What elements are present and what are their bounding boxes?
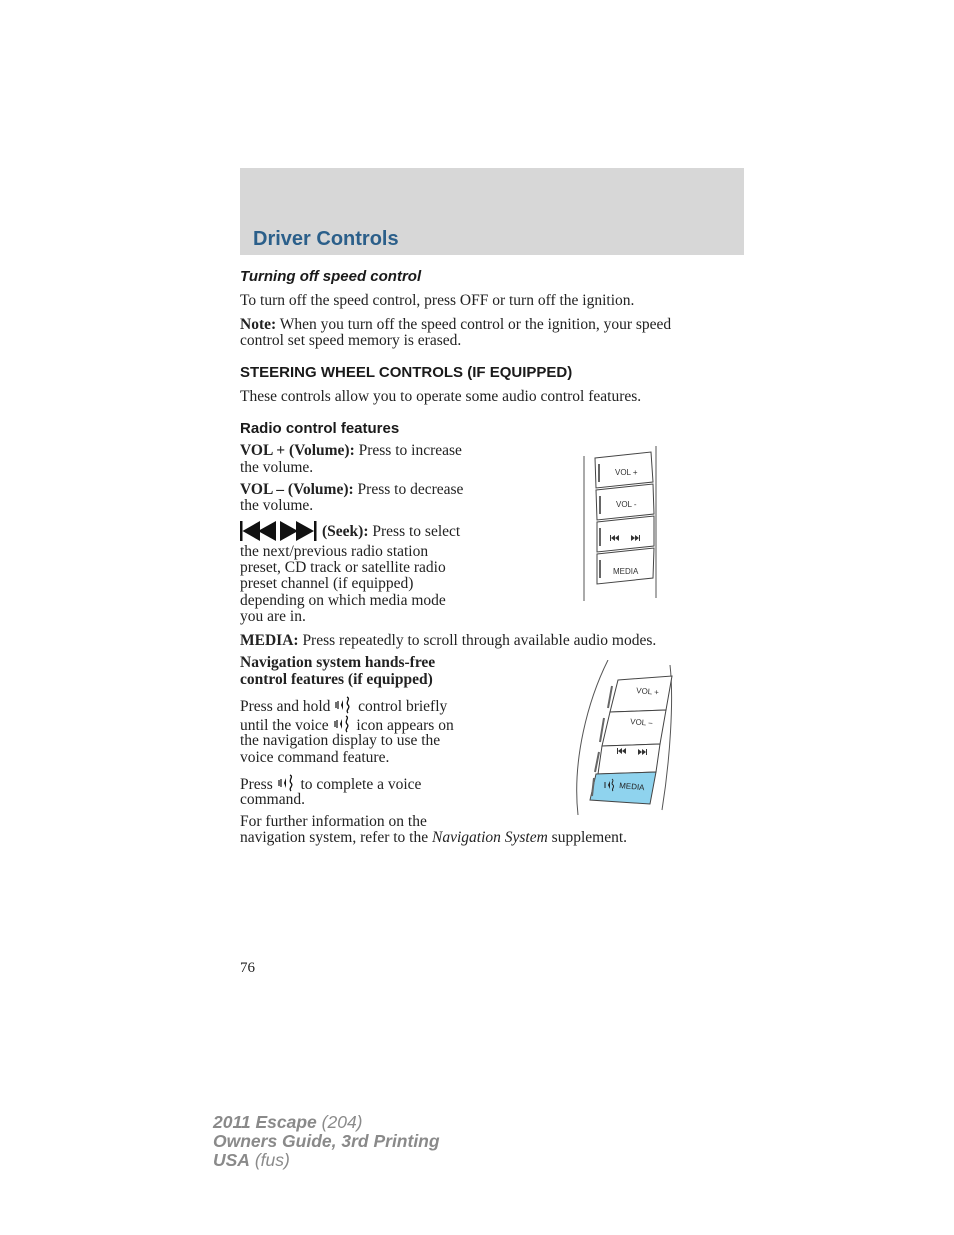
seek-line-4: preset channel (if equipped)	[240, 575, 414, 592]
seek-line-2: the next/previous radio station	[240, 543, 429, 560]
seek-button	[597, 516, 654, 552]
footer-model-line	[213, 1113, 440, 1132]
fig1-vol-down-label: VOL -	[616, 500, 637, 509]
seek-text: Press to select	[368, 523, 461, 540]
seek-line-6: you are in.	[240, 608, 306, 625]
nav-p1-c: until the voice	[240, 717, 333, 734]
voice-icon	[277, 774, 297, 792]
vol-up-line-2: the volume.	[240, 459, 314, 476]
steering-intro: These controls allow you to operate some audio control features.	[240, 388, 642, 405]
media-button	[597, 548, 654, 584]
seek-line-5: depending on which media mode	[240, 592, 446, 609]
fig1-media-label: MEDIA	[613, 567, 639, 576]
speed-off-heading: Turning off speed control	[240, 268, 422, 285]
nav-controls-figure	[570, 660, 682, 820]
nav-p3-line-2	[240, 830, 627, 847]
fig2-vol-down-label: VOL −	[629, 717, 654, 728]
voice-icon	[333, 715, 353, 733]
media-text: Press repeatedly to scroll through available audio modes.	[298, 632, 657, 649]
footer-model-code: (204)	[316, 1112, 363, 1132]
nav-heading-line-1: Navigation system hands-free	[240, 654, 436, 671]
vol-up-text: Press to increase	[354, 442, 462, 459]
voice-icon	[334, 696, 354, 714]
nav-p2-line-2: command.	[240, 791, 305, 808]
nav-heading-line-2: control features (if equipped)	[240, 671, 433, 688]
nav-p1-line-4: voice command feature.	[240, 749, 390, 766]
vol-down-line-2: the volume.	[240, 497, 314, 514]
vol-down-label: VOL – (Volume):	[240, 481, 354, 498]
footer-model: 2011 Escape	[213, 1112, 317, 1132]
vol-up-label: VOL + (Volume):	[240, 442, 355, 459]
nav-p1-d: icon appears on	[352, 717, 454, 734]
radio-heading: Radio control features	[240, 420, 400, 437]
fig1-vol-up-label: VOL +	[615, 468, 638, 477]
note-line-2: control set speed memory is erased.	[240, 332, 462, 349]
nav-p3-line-1: For further information on the	[240, 813, 427, 830]
note-label: Note:	[240, 316, 277, 333]
fig2-media-label: MEDIA	[618, 781, 645, 793]
footer-market: USA	[213, 1150, 250, 1170]
nav-p1-line-3: the navigation display to use the	[240, 732, 441, 749]
fig2-vol-down-button	[602, 710, 666, 746]
nav-p2-b: to complete a voice	[296, 776, 422, 793]
nav-system-ref: Navigation System	[431, 829, 548, 846]
speed-off-text: To turn off the speed control, press OFF or turn off the ignition.	[240, 292, 635, 309]
media-line	[240, 633, 656, 650]
nav-p3-c: supplement.	[547, 829, 628, 846]
fig2-seek-button	[598, 744, 660, 774]
nav-p3-a: navigation system, refer to the	[240, 829, 432, 846]
footer	[213, 1113, 440, 1170]
nav-p1-line-1	[240, 696, 447, 716]
steering-controls-figure	[575, 446, 665, 604]
media-label: MEDIA:	[240, 632, 299, 649]
seek-label: (Seek):	[322, 523, 369, 540]
nav-p2-a: Press	[240, 776, 277, 793]
nav-p1-b: control briefly	[354, 698, 448, 715]
page-number: 76	[240, 960, 255, 976]
footer-market-line	[213, 1151, 440, 1170]
note-line-1: When you turn off the speed control or the ignition, your speed	[276, 316, 672, 333]
footer-guide: Owners Guide, 3rd Printing	[213, 1131, 440, 1151]
footer-market-code: (fus)	[249, 1150, 290, 1170]
fig2-vol-up-label: VOL +	[635, 686, 660, 697]
seek-icon	[240, 521, 318, 541]
seek-line-3: preset, CD track or satellite radio	[240, 559, 446, 576]
vol-up-line-1	[240, 443, 462, 460]
nav-p1-a: Press and hold	[240, 698, 335, 715]
steering-heading: STEERING WHEEL CONTROLS (IF EQUIPPED)	[240, 364, 573, 381]
vol-down-text: Press to decrease	[353, 481, 464, 498]
seek-line-1	[322, 524, 460, 541]
section-title: Driver Controls	[253, 228, 399, 250]
